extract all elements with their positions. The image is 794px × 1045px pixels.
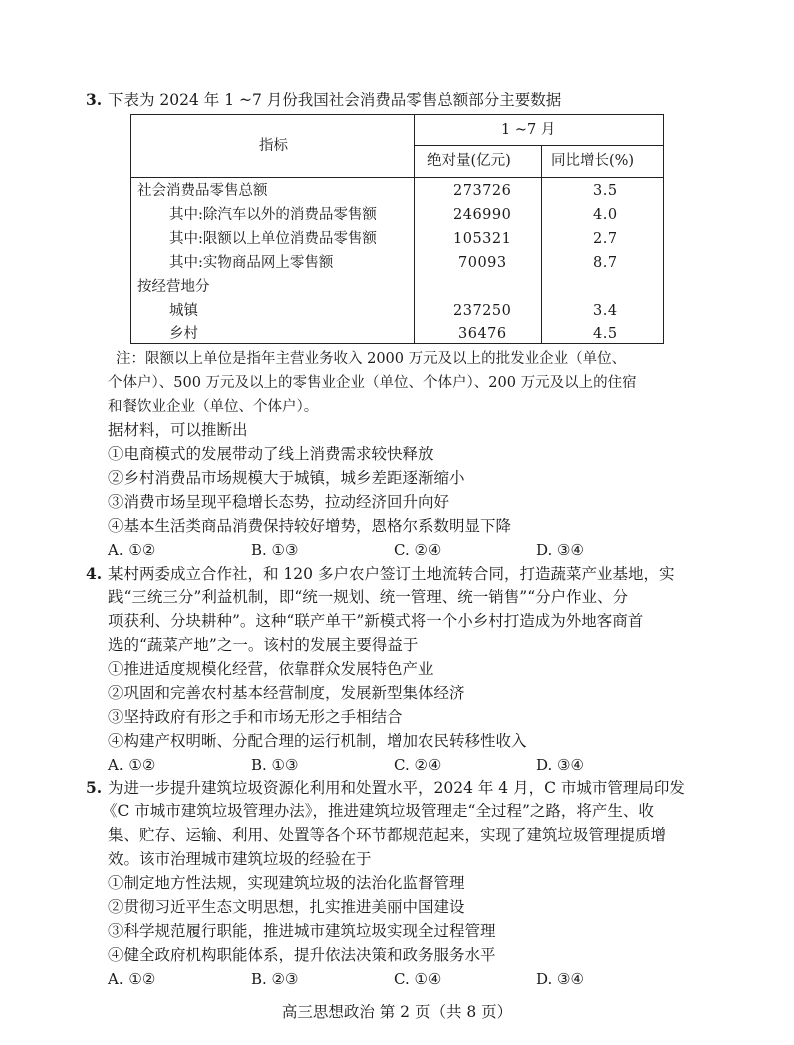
q5-stem-text: 集、贮存、运输、利用、处置等各个环节都规范起来，实现了建筑垃圾管理提质增 bbox=[108, 826, 667, 844]
q3-statement: ④基本生活类商品消费保持较好增势，恩格尔系数明显下降 bbox=[108, 517, 512, 535]
q5-option-b[interactable]: B. ②③ bbox=[251, 970, 299, 988]
q3-option-b[interactable]: B. ①③ bbox=[251, 541, 299, 559]
q3-statement: ②乡村消费品市场规模大于城镇，城乡差距逐渐缩小 bbox=[108, 469, 465, 487]
q5-number: 5. bbox=[86, 778, 103, 797]
table-row-label: 城镇 bbox=[169, 303, 198, 319]
q5-statement: ①制定地方性法规，实现建筑垃圾的法治化监督管理 bbox=[108, 874, 465, 892]
q4-option-d[interactable]: D. ③④ bbox=[536, 756, 584, 774]
q5-option-d[interactable]: D. ③④ bbox=[536, 970, 584, 988]
table-header-indicator: 指标 bbox=[259, 138, 288, 154]
q5-stem-text: 《C 市城市建筑垃圾管理办法》，推进建筑垃圾管理走“全过程”之路，将产生、收 bbox=[102, 802, 654, 820]
table-row-abs: 36476 bbox=[458, 326, 507, 342]
q4-option-a[interactable]: A. ①② bbox=[108, 756, 156, 774]
table-row-abs: 273726 bbox=[453, 183, 512, 199]
q4-stem-text: 某村两委成立合作社，和 120 多户农户签订土地流转合同，打造蔬菜产业基地，实 bbox=[108, 565, 675, 583]
q5-statement: ②贯彻习近平生态文明思想，扎实推进美丽中国建设 bbox=[108, 898, 465, 916]
table-row-growth: 8.7 bbox=[593, 255, 618, 271]
q3-stem-text: 下表为 2024 年 1 ~7 月份我国社会消费品零售总额部分主要数据 bbox=[108, 91, 562, 109]
q5-option-c[interactable]: C. ①④ bbox=[394, 970, 442, 988]
q3-number: 3. bbox=[86, 90, 103, 109]
table-row-label: 其中:除汽车以外的消费品零售额 bbox=[169, 207, 377, 223]
q5-statement: ④健全政府机构职能体系，提升依法决策和政务服务水平 bbox=[108, 946, 496, 964]
table-row-label: 其中:限额以上单位消费品零售额 bbox=[169, 231, 377, 247]
table-row-growth: 3.5 bbox=[593, 183, 618, 199]
table-row-abs: 105321 bbox=[453, 231, 512, 247]
q3-note: 注：限额以上单位是指年主营业务收入 2000 万元及以上的批发业企业（单位、 bbox=[116, 351, 627, 367]
table-row-label: 其中:实物商品网上零售额 bbox=[169, 255, 334, 271]
table-header-period: 1 ~7 月 bbox=[501, 122, 556, 138]
q4-option-b[interactable]: B. ①③ bbox=[251, 756, 299, 774]
q3-stem bbox=[86, 90, 561, 110]
table-row-growth: 3.4 bbox=[593, 303, 618, 319]
q5-option-a[interactable]: A. ①② bbox=[108, 970, 156, 988]
table-row-abs: 246990 bbox=[453, 207, 512, 223]
q4-stem-text: 选的“蔬菜产地”之一。该村的发展主要得益于 bbox=[108, 636, 419, 654]
q3-statement: ①电商模式的发展带动了线上消费需求较快释放 bbox=[108, 445, 434, 463]
table-row-label: 乡村 bbox=[169, 326, 198, 342]
q5-stem-text: 为进一步提升建筑垃圾资源化利用和处置水平，2024 年 4 月，C 市城市管理局印发 bbox=[108, 779, 685, 797]
q5-stem-text: 效。该市治理城市建筑垃圾的经验在于 bbox=[108, 850, 372, 868]
q3-prompt: 据材料，可以推断出 bbox=[108, 421, 248, 439]
q4-stem-text: 项获利、分块耕种”。这种“联产单干”新模式将一个小乡村打造成为外地客商首 bbox=[108, 612, 644, 630]
q4-statement: ③坚持政府有形之手和市场无形之手相结合 bbox=[108, 708, 403, 726]
table-row-label: 社会消费品零售总额 bbox=[137, 183, 268, 199]
q3-statement: ③消费市场呈现平稳增长态势，拉动经济回升向好 bbox=[108, 493, 450, 511]
q5-statement: ③科学规范履行职能，推进城市建筑垃圾实现全过程管理 bbox=[108, 922, 496, 940]
q3-note: 和餐饮业企业（单位、个体户）。 bbox=[108, 399, 319, 415]
table-row-label: 按经营地分 bbox=[137, 279, 210, 295]
q3-option-a[interactable]: A. ①② bbox=[108, 541, 156, 559]
q4-statement: ②巩固和完善农村基本经营制度，发展新型集体经济 bbox=[108, 684, 465, 702]
q4-statement: ④构建产权明晰、分配合理的运行机制，增加农民转移性收入 bbox=[108, 732, 527, 750]
table-header-growth: 同比增长(%) bbox=[551, 153, 635, 169]
table-row-growth: 4.0 bbox=[593, 207, 618, 223]
q4-option-c[interactable]: C. ②④ bbox=[394, 756, 442, 774]
q4-statement: ①推进适度规模化经营，依靠群众发展特色产业 bbox=[108, 660, 434, 678]
q3-option-d[interactable]: D. ③④ bbox=[536, 541, 584, 559]
page-footer: 高三思想政治 第 2 页（共 8 页） bbox=[281, 1003, 513, 1021]
q4-stem-text: 践“三统三分”利益机制，即“统一规划、统一管理、统一销售”“分户作业、分 bbox=[108, 588, 629, 606]
table-header-abs: 绝对量(亿元) bbox=[427, 153, 511, 169]
q4-stem bbox=[86, 564, 674, 584]
q3-note: 个体户）、500 万元及以上的零售业企业（单位、个体户）、200 万元及以上的住宿 bbox=[108, 375, 637, 391]
table-row-growth: 4.5 bbox=[593, 326, 618, 342]
q5-stem bbox=[86, 778, 685, 798]
table-row-abs: 237250 bbox=[453, 303, 512, 319]
table-row-growth: 2.7 bbox=[593, 231, 618, 247]
q3-table bbox=[130, 114, 664, 344]
q4-number: 4. bbox=[86, 564, 103, 583]
q3-option-c[interactable]: C. ②④ bbox=[394, 541, 442, 559]
table-row-abs: 70093 bbox=[458, 255, 507, 271]
